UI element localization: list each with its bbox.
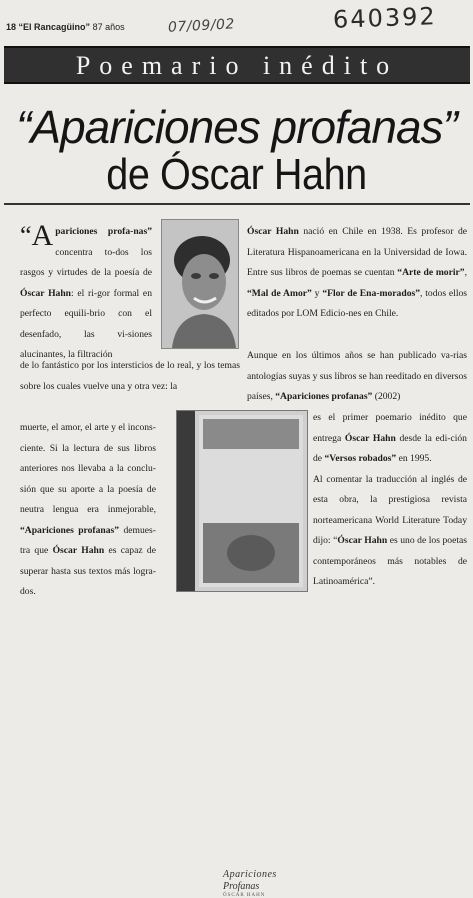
article-col1-wide: de lo fantástico por los intersticios de lo real, y los temas sobre los cuales vuelve una y otra vez: la — [20, 360, 240, 392]
section-banner — [4, 46, 470, 84]
headline-author: de Óscar Hahn — [106, 150, 367, 199]
article-col1-bottom: muerte, el amor, el arte y el incons-ciente. Si la lectura de sus libros anteriores nos llevaba a la conclu-sión que su aporte a la poesía de neutra lengua era inmejorable, “Apariciones profanas” demues-tra que Óscar Hahn es capaz de superar hasta sus textos más logra-dos. — [20, 422, 156, 597]
section-title: Poemario inédito — [75, 51, 399, 80]
book-face — [199, 415, 303, 898]
book-cover-image — [176, 410, 308, 898]
article-col2-middle: Aunque en los últimos años se han publicado va-rias antologías suyas y sus libros se han reeditado en diversos países, “Apariciones profanas” (2002) — [247, 350, 467, 402]
author-photo — [161, 219, 239, 349]
book-title-line2: Profanas — [223, 881, 260, 892]
handwritten-number: 640392 — [332, 2, 438, 34]
drop-cap: “A — [20, 219, 54, 252]
author-portrait-image — [162, 220, 238, 348]
article-col1-top: “A pariciones profa-nas” concentra to-dos los rasgos y virtudes de la poesía de Óscar Hahn: el ri-gor formal en perfecto equili-brio con el desenfado, las vi-siones alucinantes, la filtración — [20, 219, 152, 360]
book-title-line1: Apariciones — [223, 869, 277, 880]
publication-years: 87 años — [92, 22, 125, 32]
book-author: ÓSCAR HAHN — [223, 893, 266, 898]
divider — [4, 203, 470, 205]
headline-title: “Apariciones profanas” — [16, 101, 457, 153]
publication-name: “El Rancagüino” — [18, 22, 91, 32]
article-col2-top: Óscar Hahn nació en Chile en 1938. Es profesor de Literatura Hispanoamericana en la Universidad de Iowa. Entre sus libros de poemas se cuentan “Arte de morir”, “Mal de Amor” y “Flor de Ena-morados”, todos ellos editados por LOM Edicio-nes en Chile. — [247, 226, 468, 319]
page-number: 18 — [6, 22, 17, 32]
article-col2-bottom: es el primer poemario inédito que entrega Óscar Hahn desde la edi-ción de “Versos robados” en 1995. Al comentar la traducción al inglés de esta obra, la prestigiosa revista norteamericana World Literature Today dijo: “Óscar Hahn es uno de los poetas contemporáneos más notables de Latinoamérica”. — [313, 412, 468, 587]
handwritten-date: 07/09/02 — [167, 16, 236, 36]
book-spine — [177, 411, 195, 591]
page-header — [6, 22, 125, 32]
book-art — [199, 415, 303, 587]
